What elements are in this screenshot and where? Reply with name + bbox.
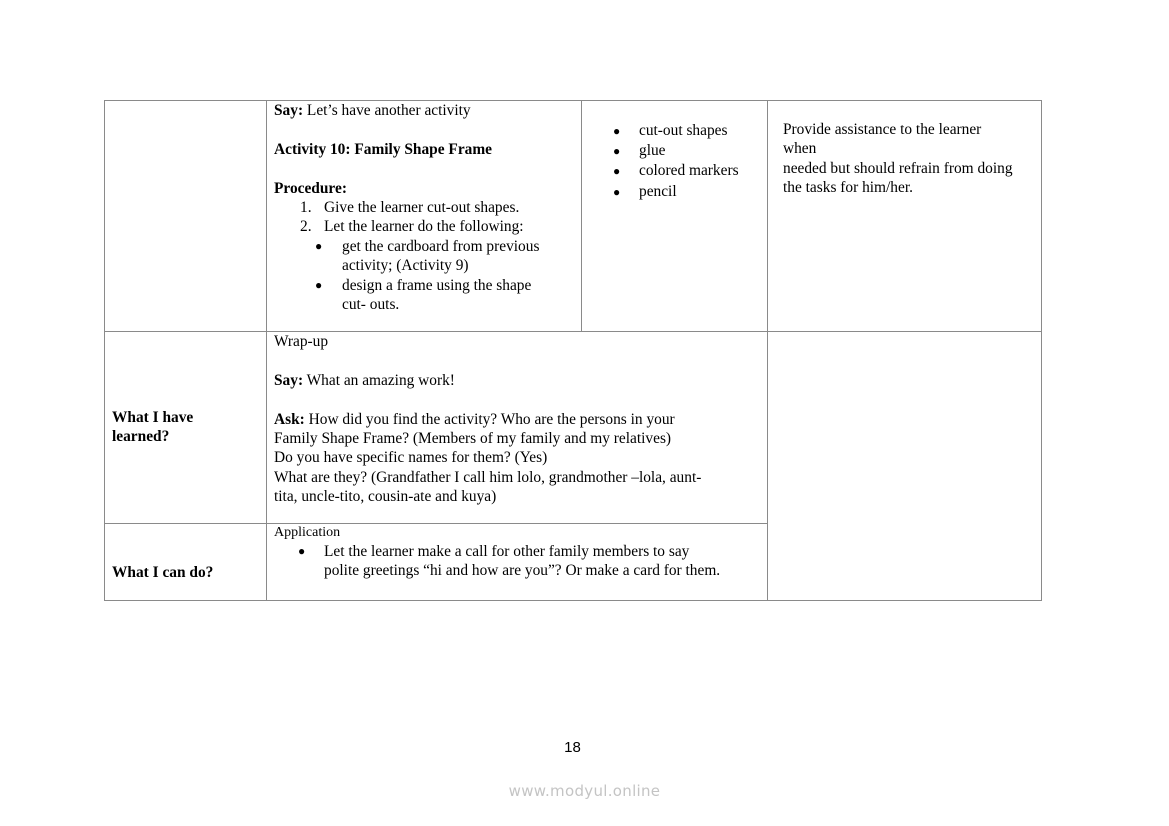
sub-bullet-item: ● design a frame using the shape cut- outs. — [315, 276, 532, 314]
note-line: needed but should refrain from doing — [783, 159, 1013, 177]
procedure-step: 1. Give the learner cut-out shapes. — [300, 199, 520, 216]
material-item: ● pencil — [582, 182, 767, 202]
procedure-sub-bullets — [274, 237, 574, 315]
table-border-bottom — [104, 600, 1042, 601]
material-item: ● cut-out shapes — [582, 121, 767, 141]
note-line: Provide assistance to the learner — [783, 121, 982, 138]
wrap-up-heading: Wrap-up — [274, 333, 329, 350]
materials-cell — [582, 121, 767, 202]
ask-line: Do you have specific names for them? (Yes) — [274, 449, 548, 467]
column-divider-1 — [266, 100, 267, 601]
bullet-icon: ● — [613, 184, 621, 199]
bullet-icon: ● — [613, 144, 621, 159]
table-border-right — [1041, 100, 1042, 601]
notes-cell — [783, 120, 1038, 198]
activity-cell — [274, 101, 574, 314]
material-item: ● colored markers — [582, 161, 767, 181]
page-number: 18 — [564, 739, 581, 756]
row-label-what-i-can-do: What I can do? — [112, 564, 214, 581]
bullet-icon: ● — [315, 277, 323, 292]
bullet-icon: ● — [298, 544, 306, 558]
application-heading: Application — [274, 525, 341, 540]
say-line: Say: What an amazing work! — [274, 371, 455, 389]
bullet-icon: ● — [613, 124, 621, 138]
material-item: ● glue — [582, 141, 767, 161]
sub-bullet-item: ● get the cardboard from previous activity; (Activity 9) — [315, 237, 540, 275]
note-line: when — [783, 140, 817, 158]
activity-title: Activity 10: Family Shape Frame — [274, 140, 492, 158]
procedure-step: 2. Let the learner do the following: — [300, 218, 524, 236]
note-line: the tasks for him/her. — [783, 179, 913, 197]
wrap-up-cell — [274, 332, 764, 507]
application-bullet: ● Let the learner make a call for other family members to say polite greetings “hi and how are you”? Or make a card for them. — [298, 543, 721, 580]
procedure-label: Procedure: — [274, 179, 347, 197]
ask-line: What are they? (Grandfather I call him lolo, grandmother –lola, aunt- — [274, 468, 702, 486]
lesson-table — [104, 100, 1042, 600]
materials-list — [582, 121, 767, 202]
bullet-icon: ● — [315, 238, 323, 253]
row-label-what-i-have-learned: What I have learned? — [112, 409, 194, 446]
ask-line: Family Shape Frame? (Members of my family and my relatives) — [274, 430, 672, 447]
procedure-steps — [274, 198, 574, 237]
column-divider-3 — [767, 100, 768, 601]
application-cell — [274, 524, 764, 581]
bullet-icon: ● — [613, 164, 621, 179]
watermark: www.modyul.online — [508, 782, 661, 800]
table-border-left — [104, 100, 105, 601]
say-line: Say: Let’s have another activity — [274, 102, 471, 119]
ask-line: Ask: How did you find the activity? Who are the persons in your — [274, 410, 675, 428]
ask-line: tita, uncle-tito, cousin-ate and kuya) — [274, 488, 497, 506]
